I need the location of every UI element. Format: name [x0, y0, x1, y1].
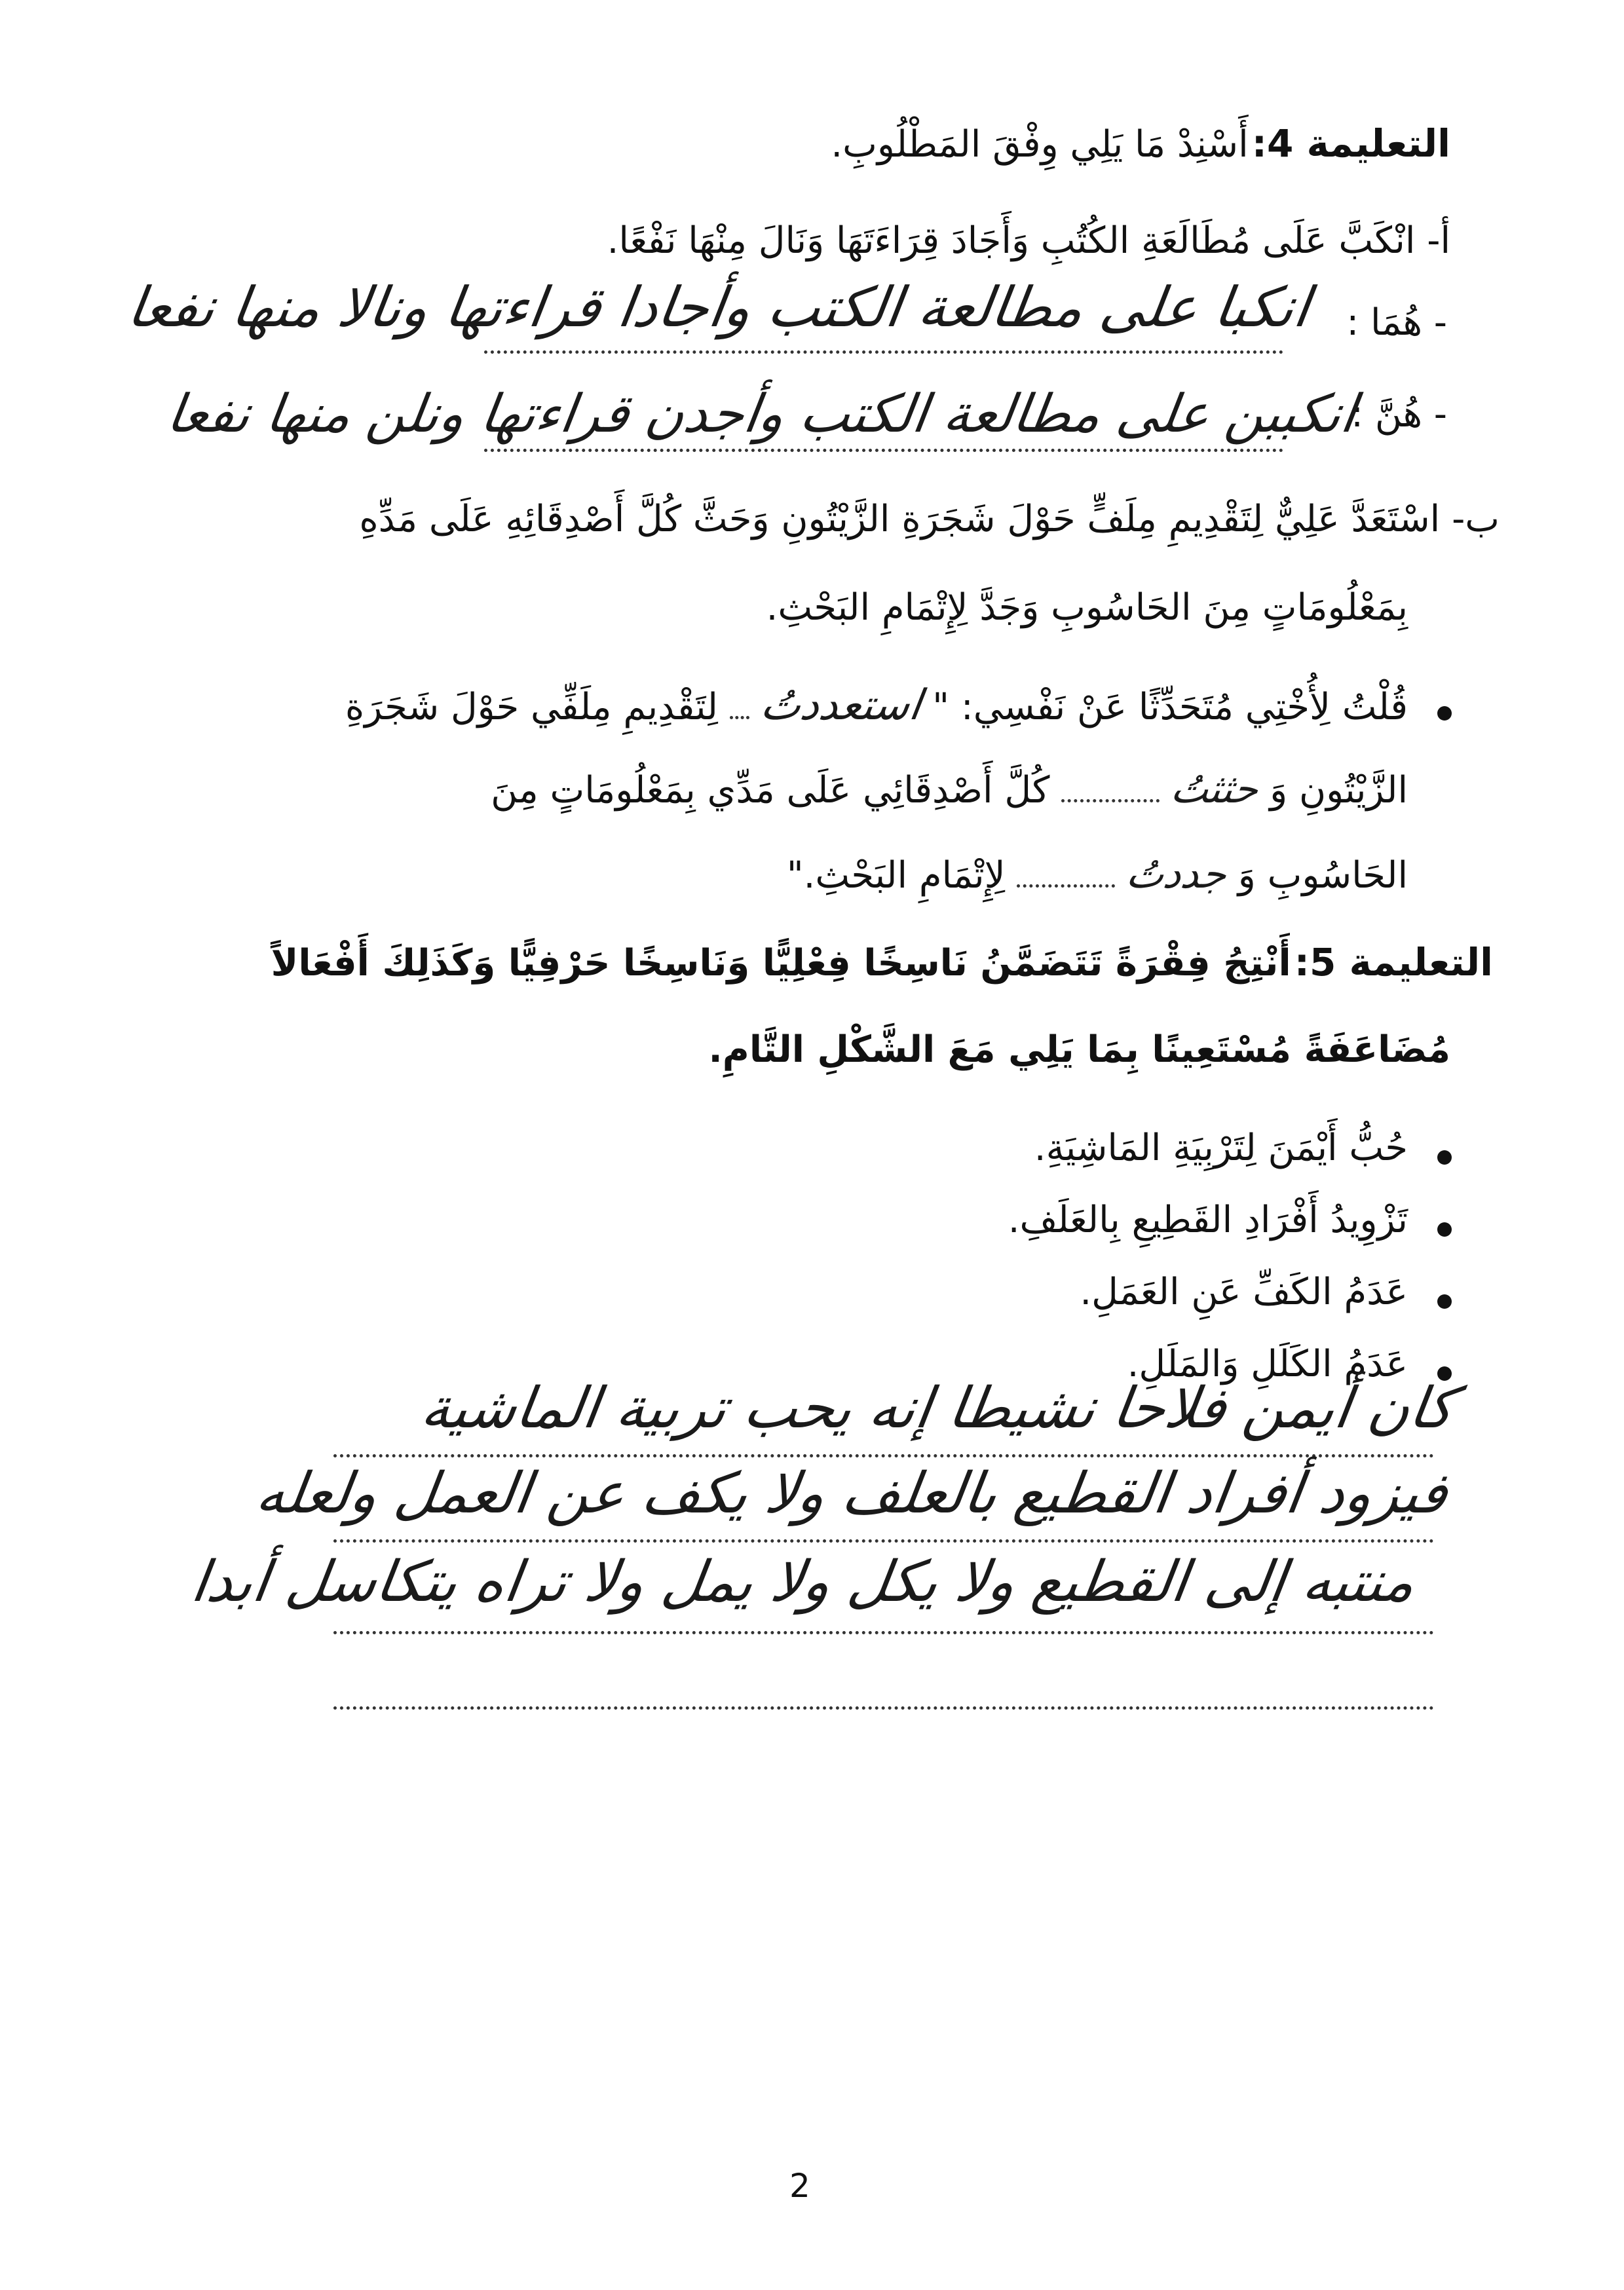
item-a-label: أ-: [1427, 219, 1450, 262]
item-a-sentence: انْكَبَّ عَلَى مُطَالَعَةِ الكُتُبِ وَأَجَادَ قِرَاءَتَهَا وَنَالَ مِنْهَا نَفْعًا.: [607, 219, 1416, 262]
answer-line-1: كان أيمن فلاحا نشيطا إنه يحب تربية الماشية: [417, 1376, 1459, 1441]
item-b-sentence-line-2: [766, 586, 1408, 629]
item-a-hunna-answer: انكببن على مطالعة الكتب وأجدن قراءتها ونلن منها نفعا: [163, 383, 1360, 444]
instruction-5-title: التعليمة 5:: [1294, 940, 1493, 985]
item-b-answer-2: حثثتُ: [1168, 766, 1262, 812]
item-b-answer-3: جددتُ: [1124, 852, 1230, 897]
item-b-sentence-1: اسْتَعَدَّ عَلِيٌّ لِتَقْدِيمِ مِلَفٍّ حَوْلَ شَجَرَةِ الزَّيْتُونِ وَحَثَّ كُلَّ أَصْدِقَائِهِ عَلَى مَدِّهِ: [359, 498, 1441, 540]
item-b-bullet-3-before: الحَاسُوبِ وَ: [1237, 854, 1408, 897]
item-a-hunna-dotted-line: [484, 449, 1283, 452]
item-b-label: ب-: [1452, 498, 1500, 540]
item-b-bullet-1-after: لِتَقْدِيمِ مِلَفِّي حَوْلَ شَجَرَةِ: [345, 686, 718, 728]
item-b-bullet-3-after: لِإِتْمَامِ البَحْثِ.": [786, 854, 1006, 897]
item-a-huma-label: - هُمَا :: [1346, 301, 1447, 344]
page-number: 2: [789, 2167, 810, 2205]
answer-line-3-wrap: [187, 1549, 1420, 1615]
instruction-4-heading: [831, 121, 1450, 166]
instruction-4-title: التعليمة 4:: [1251, 121, 1450, 166]
instruction-5-text-2: مُضَاعَفَةً مُسْتَعِينًا بِمَا يَلِي مَعَ الشَّكْلِ التَّامِ.: [708, 1028, 1450, 1071]
item-a-huma-row: [1346, 301, 1447, 344]
item-b-answer-1: استعددتُ: [757, 681, 924, 730]
item-b-bullet-1-before: قُلْتُ لِأُخْتِي مُتَحَدِّثًا عَنْ نَفْسِي: ": [932, 686, 1408, 728]
answer-line-3: منتبه إلى القطيع ولا يكل ولا يمل ولا تراه يتكاسل أبدا: [187, 1549, 1420, 1615]
instruction-5-bullet: [1008, 1199, 1408, 1241]
item-b-bullet-2-after: كُلَّ أَصْدِقَائِي عَلَى مَدِّي بِمَعْلُومَاتٍ مِنَ: [491, 769, 1050, 812]
item-b-answer-2-dots: [1061, 793, 1160, 802]
instruction-5-bullet: [1034, 1127, 1408, 1169]
item-a-huma-answer: انكبا على مطالعة الكتب وأجادا قراءتها ونالا منها نفعا: [124, 275, 1314, 339]
item-b-answer-1-dots: [730, 709, 749, 719]
instruction-4-text: أَسْنِدْ مَا يَلِي وِفْقَ المَطْلُوبِ.: [831, 123, 1249, 166]
item-b-bullet-line-3: [787, 852, 1408, 897]
item-b-sentence-2: بِمَعْلُومَاتٍ مِنَ الحَاسُوبِ وَجَدَّ لِإِتْمَامِ البَحْثِ.: [766, 586, 1408, 629]
item-b-bullet-line-1: [345, 681, 1408, 730]
instruction-5-heading: [271, 940, 1493, 985]
instruction-5-text-line-2: [709, 1028, 1451, 1071]
item-b-answer-3-dots: [1017, 878, 1115, 888]
answer-dotted-line-1: [333, 1454, 1434, 1457]
instruction-5-bullet-text: حُبُّ أَيْمَنَ لِتَرْبِيَةِ المَاشِيَةِ.: [1034, 1127, 1408, 1169]
answer-dotted-line-4: [333, 1706, 1434, 1710]
item-a-sentence-row: [607, 219, 1450, 262]
answer-line-2-wrap: [252, 1461, 1452, 1526]
bullet-dot: [1437, 1222, 1452, 1237]
item-a-huma-dotted-line: [484, 350, 1283, 354]
answer-line-1-wrap: [417, 1376, 1459, 1441]
item-a-hunna-answer-wrap: [163, 383, 1360, 444]
item-a-huma-answer-wrap: [124, 275, 1314, 339]
answer-line-2: فيزود أفراد القطيع بالعلف ولا يكف عن العمل ولعله: [252, 1461, 1452, 1526]
answer-dotted-line-3: [333, 1631, 1434, 1634]
bullet-dot: [1437, 706, 1452, 721]
instruction-5-bullet-text: تَزْوِيدُ أَفْرَادِ القَطِيعِ بِالعَلَفِ.: [1008, 1199, 1408, 1241]
item-b-bullet-2-before: الزَّيْتُونِ وَ: [1270, 769, 1408, 812]
item-a-hunna-label: - هُنَّ :: [1351, 393, 1447, 436]
item-b-bullet-line-2: [491, 766, 1408, 812]
item-b-sentence-line-1: [359, 498, 1500, 540]
item-a-hunna-row: [1351, 393, 1447, 436]
bullet-dot: [1437, 1294, 1452, 1309]
answer-dotted-line-2: [333, 1539, 1434, 1543]
instruction-5-bullet-text: عَدَمُ الكَفِّ عَنِ العَمَلِ.: [1080, 1271, 1408, 1313]
instruction-5-bullet: [1080, 1271, 1408, 1313]
bullet-dot: [1437, 1150, 1452, 1165]
instruction-5-text-1: أَنْتِجُ فِقْرَةً تَتَضَمَّنُ نَاسِخًا فِعْلِيًّا وَنَاسِخًا حَرْفِيًّا وَكَذَلِكَ أَفْعَالاً: [271, 942, 1291, 985]
instruction-5-bullet-text: عَدَمُ الكَلَلِ وَالمَلَلِ.: [1127, 1343, 1408, 1385]
